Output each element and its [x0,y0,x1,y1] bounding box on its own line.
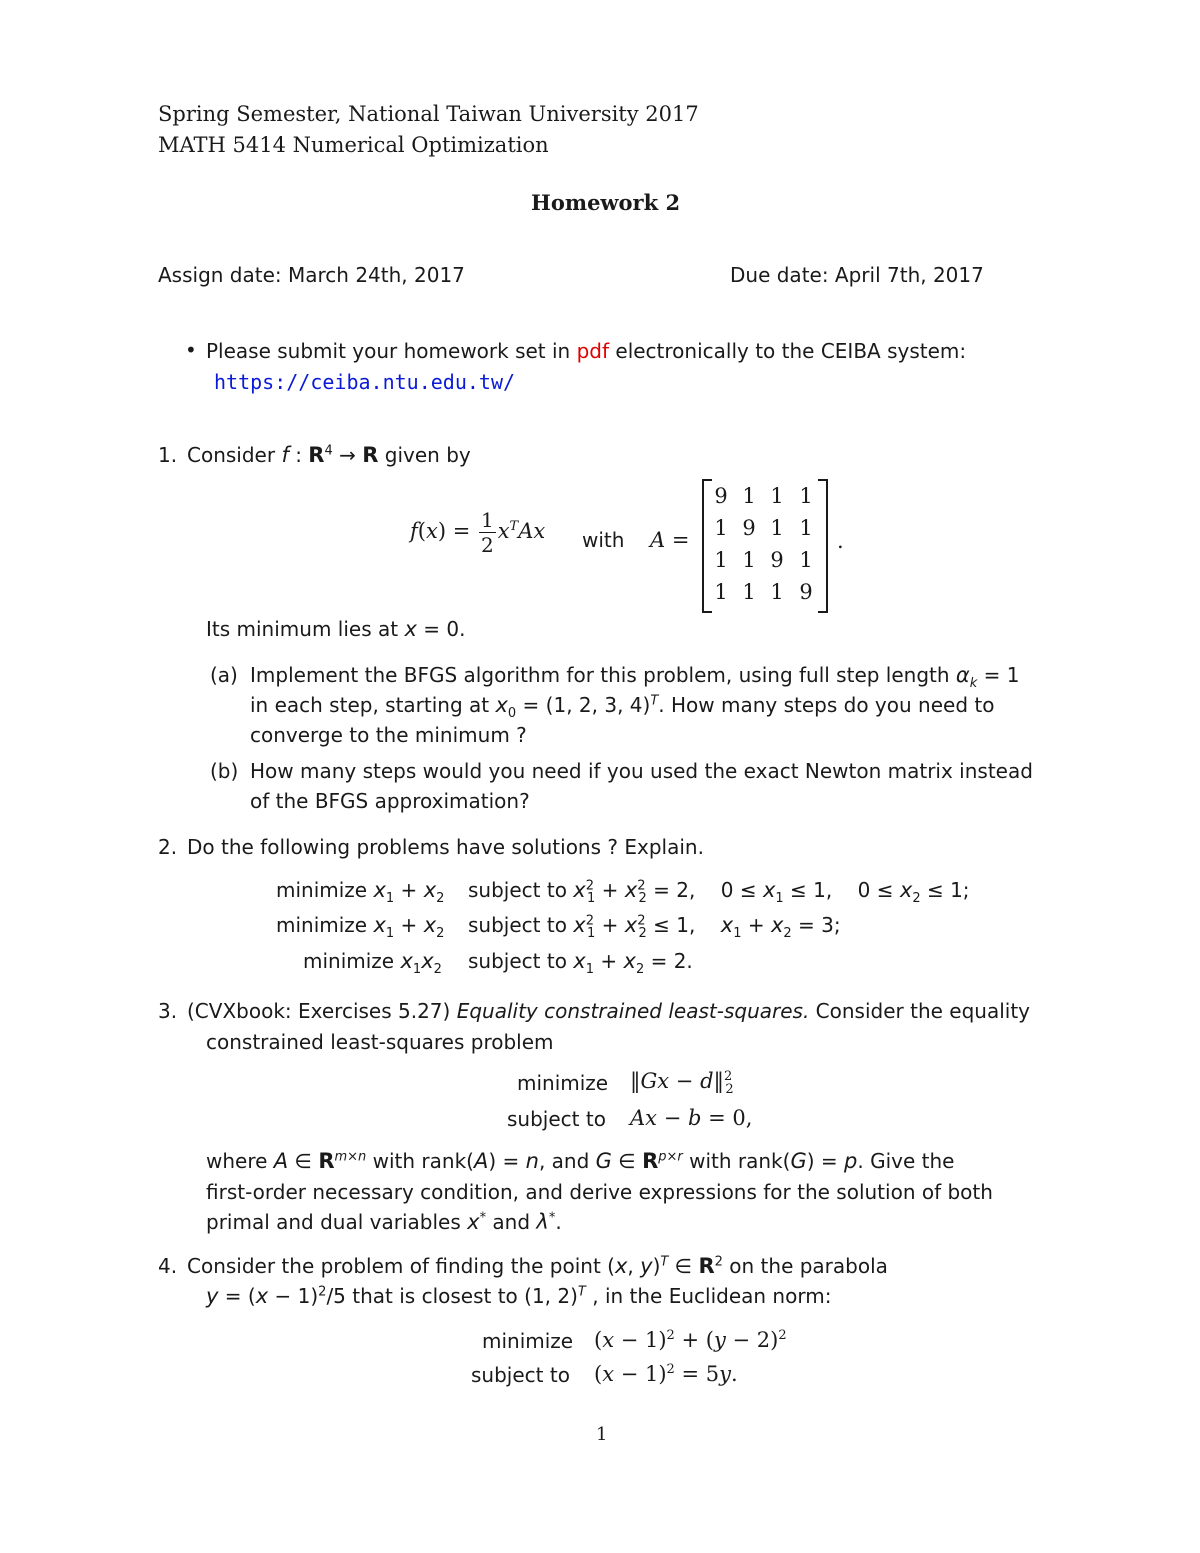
p4-line1-a: Consider the problem of finding the point [187,1254,608,1278]
problem3-intro-line2: constrained least-squares problem [206,1030,554,1054]
p2-row3-subject: subject to [468,949,567,973]
matrix-cell: 1 [742,548,756,572]
problem4-line1: Consider the problem of finding the point (x, y)$^T$ ∈ $R^2$ on the parabola [187,1254,888,1278]
with-word: with [582,528,625,552]
problem3-intro [187,996,1030,1026]
p4-line2-a: that is closest to [345,1284,525,1308]
p2-row1: minimize $x_1 + x_2$ [276,878,445,906]
p3-and: , and [538,1149,596,1173]
semester-line: Spring Semester, National Taiwan University 2017 [158,102,699,126]
p3-line3-a: primal and dual variables [206,1210,468,1234]
p3-line3: primal and dual variables x* and λ*. [206,1210,562,1234]
matrix-cell: 1 [799,516,813,540]
notice-bullet: • [185,338,197,362]
part-a-line2-a: in each step, starting at [250,693,496,717]
part-a-line2-b: . How many steps do you need to [658,693,995,717]
page-title: Homework 2 [531,190,681,215]
problem3-number: 3. [158,999,178,1023]
p2-row2: minimize $x_1 + x_2$ [276,913,445,941]
problem1-intro: Consider f : $R^4 \to R$ given by [187,443,471,467]
matrix-cell: 1 [714,580,728,604]
p4-minimize: minimize [482,1329,574,1353]
p3-where-a: where [206,1149,274,1173]
matrix-cell: 1 [799,548,813,572]
page-number: 1 [596,1424,608,1445]
p3-with1: with rank [366,1149,467,1173]
matrix-a [702,479,828,609]
p4-subject-to: subject to [471,1363,570,1387]
matrix-period: . [837,529,844,553]
p4-line2-b: , in the Euclidean norm: [585,1284,832,1308]
matrix-label: A = [650,528,690,552]
matrix-cell: 1 [770,516,784,540]
matrix-cell: 1 [742,580,756,604]
assign-date: Assign date: March 24th, 2017 [158,263,465,287]
matrix-cell: 9 [770,548,784,572]
matrix-cell: 9 [799,580,813,604]
part-b-label: (b) [210,759,239,783]
matrix-cell: 1 [799,484,813,508]
part-a-line3: converge to the minimum ? [250,723,527,747]
f-definition: f(x) = $\frac{1}{2}$ $x^TAx$ [410,508,546,557]
problem1-intro-a: Consider [187,443,282,467]
matrix-cell: 1 [770,580,784,604]
part-a-label: (a) [210,663,238,687]
problem1-intro-b: given by [378,443,471,467]
p4-constraint: $(x - 1)^2 = 5y$. [594,1362,738,1386]
p2-row1-minimize: minimize [276,878,368,902]
problem4-number: 4. [158,1254,178,1278]
matrix-right-bracket [818,479,828,613]
p3-subject-to: subject to [507,1107,606,1131]
p3-minimize: minimize [517,1071,609,1095]
notice-text-after: electronically to the CEIBA system: [609,339,967,363]
p4-objective: $(x - 1)^2 + (y - 2)^2$ [594,1328,787,1352]
matrix-cell: 1 [714,548,728,572]
problem1-number: 1. [158,443,178,467]
p2-row2-constraint: subject to $x^2_1 + x^2_2 \le 1$, $x_1 + x_2 = 3$; [468,913,841,941]
p2-row2-subject: subject to [468,913,567,937]
matrix-cell: 1 [770,484,784,508]
problem3-source: (CVXbook: Exercises 5.27) [187,999,451,1023]
p2-row1-constraint: subject to $x^2_1 + x^2_2 = 2$, $0 \le x_1 \le 1$, $0 \le x_2 \le 1$; [468,878,970,906]
course-line: MATH 5414 Numerical Optimization [158,133,549,157]
p2-row3: minimize $x_1x_2$ [303,949,442,977]
p2-row1-subject: subject to [468,878,567,902]
p3-where-line: where A ∈ $R^{m\times n}$ with rank(A) = n, and G ∈ $R^{p\times r}$ with rank(G) = p. Give the [206,1149,955,1173]
p3-line3-b: and [486,1210,537,1234]
matrix-cell: 1 [742,484,756,508]
problem2-intro: Do the following problems have solutions ? Explain. [187,835,704,859]
p2-row3-minimize: minimize [303,949,395,973]
p3-objective: ‖Gx − d‖$^2_2$ [630,1069,734,1098]
pdf-word: pdf [576,339,610,363]
part-b-line2: of the BFGS approximation? [250,789,530,813]
problem3-intro-tail: Consider the equality [809,999,1031,1023]
p3-with2: with rank [682,1149,783,1173]
ceiba-link[interactable]: https://ceiba.ntu.edu.tw/ [214,370,516,394]
part-a-line1-text: Implement the BFGS algorithm for this problem, using full step length [250,663,950,687]
due-date: Due date: April 7th, 2017 [730,263,984,287]
p2-row3-constraint: subject to $x_1 + x_2 = 2$. [468,949,693,977]
problem4-line2: $y = (x - 1)^2/5$ that is closest to (1, 2)$^T$ , in the Euclidean norm: [206,1284,832,1308]
problem2-number: 2. [158,835,178,859]
p3-constraint: Ax − b = 0, [630,1106,753,1130]
problem3-title: Equality constrained least-squares. [456,999,810,1023]
matrix-cell: 1 [714,516,728,540]
p4-line1-b: on the parabola [722,1254,888,1278]
matrix-cell: 9 [742,516,756,540]
p2-row2-minimize: minimize [276,913,368,937]
minimum-text: Its minimum lies at x = 0. [206,617,466,641]
part-a-line1: Implement the BFGS algorithm for this problem, using full step length $\alpha_k = 1$ [250,663,1020,691]
notice-text-before: Please submit your homework set in [206,339,577,363]
matrix-cell: 9 [714,484,728,508]
part-b-line1: How many steps would you need if you used the exact Newton matrix instead [250,759,1033,783]
minimum-text-a: Its minimum lies at [206,617,405,641]
p3-line2: first-order necessary condition, and derive expressions for the solution of both [206,1180,993,1204]
p3-give-the: Give the [863,1149,955,1173]
notice-text [206,336,966,366]
part-a-line2: in each step, starting at $x_0 = (1$, 2, 3, 4)$^T$. How many steps do you need to [250,693,995,721]
